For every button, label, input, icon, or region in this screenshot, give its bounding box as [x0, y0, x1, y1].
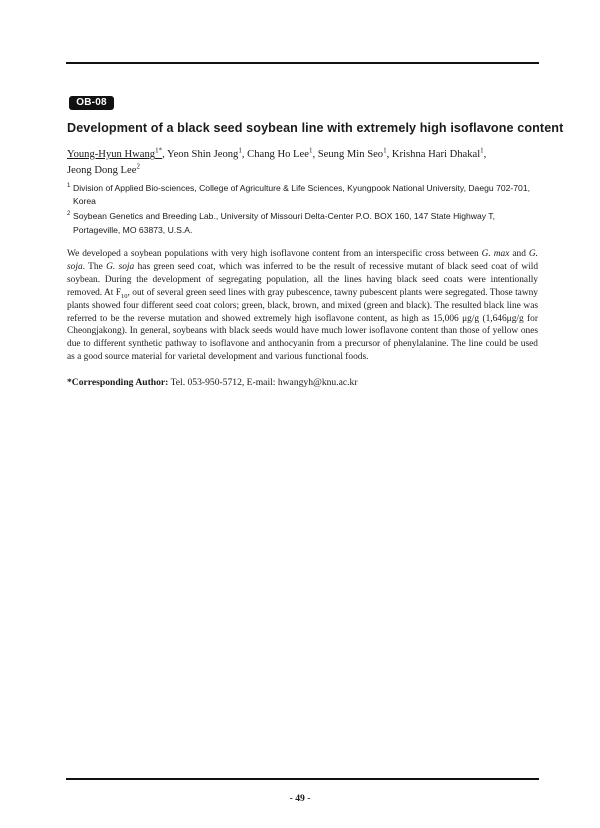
header-rule — [66, 62, 539, 64]
affiliation: 1 Division of Applied Bio-sciences, College of Agriculture & Life Sciences, Kyungpook National University, Daegu 702-701, Korea — [67, 183, 530, 207]
author: Chang Ho Lee$^1$ — [247, 146, 313, 160]
author: Yeon Shin Jeong$^1$ — [167, 146, 242, 160]
author: Krishna Hari Dhakal$^1$ — [391, 146, 484, 160]
page-number: - 49 - — [289, 793, 311, 804]
author: Jeong Dong Lee$^2$ — [67, 162, 140, 176]
session-code-badge: OB-08 — [69, 96, 114, 110]
author: Young-Hyun Hwang$^{1*}$ — [67, 146, 163, 160]
abstract-text: We developed a soybean populations with very high isoflavone content from an interspecific cross between G. max and G. soja. The G. soja has green seed coat, which was inferred to be the result of recessive mutant of black seed coat of wild soybean. During the development of segregating population, all the lines having black seed coats were intentionally removed. At $F_{10}$, out of several green seed lines with gray pubescence, tawny pubescent plants were segregated. Those tawny plants showed four different seed coat colors; green, black, brown, and mixed (green and black). The resulted black line was referred to be the reverse mutation and showed extremely high isoflavone content, as high as 15,006 μg/g (1,646μg/g for Cheongjakong). In general, soybeans with black seeds would have much lower isoflavone content than those of yellow ones due to different synthetic pathway to isoflavone and anthocyanin from a precursor of phenylalanine. The line could be used as a good source material for varietal development and various functional foods. — [67, 249, 539, 363]
affiliation-list — [67, 182, 537, 239]
affiliation: 2 Soybean Genetics and Breeding Lab., University of Missouri Delta-Center P.O. BOX 160, 147 State Highway T, Portageville, MO 63873, U.S.A. — [67, 211, 495, 235]
footer-rule — [66, 778, 539, 780]
corresponding-author: *Corresponding Author: Tel. 053-950-5712, E-mail: hwangyh@knu.ac.kr — [67, 377, 358, 388]
author: Seung Min Seo$^1$ — [317, 146, 387, 160]
author-list: Young-Hyun Hwang$^{1*}$, Yeon Shin Jeong$^1$, Chang Ho Lee$^1$, Seung Min Seo$^1$, Krishna Hari Dhakal$^1$, Jeong Dong Lee$^2$ — [67, 146, 487, 176]
paper-title: Development of a black seed soybean line with extremely high isoflavone content — [67, 121, 564, 135]
